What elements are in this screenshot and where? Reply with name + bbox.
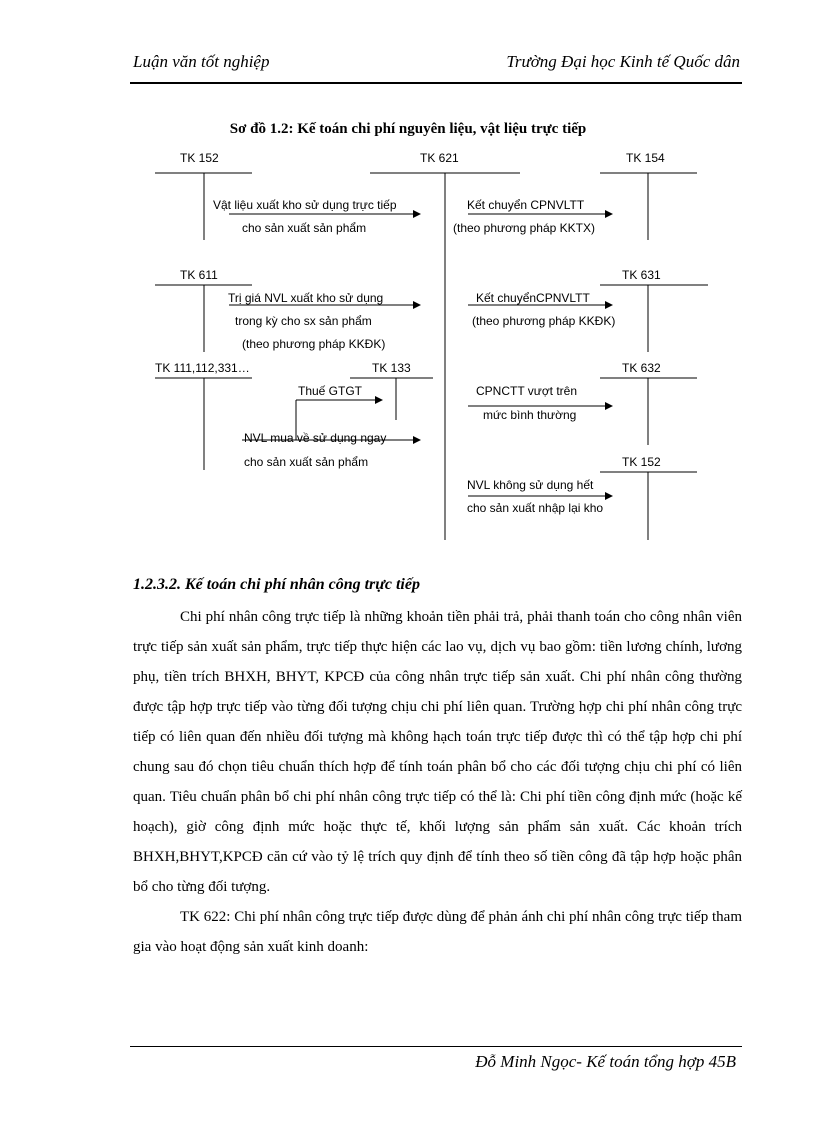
header-right: Trường Đại học Kinh tế Quốc dân xyxy=(506,52,740,71)
account-tk152-top: TK 152 xyxy=(180,151,219,165)
section-heading: 1.2.3.2. Kế toán chi phí nhân công trực tiếp xyxy=(133,576,420,593)
label-vl-line2: cho sản xuất sản phẩm xyxy=(242,221,367,235)
paragraph-1: Chi phí nhân công trực tiếp là những khoản tiền phải trả, phải thanh toán cho công nhân viên trực tiếp sản xuất sản phẩm, trực tiếp thực hiện các lao vụ, dịch vụ bao gồm: tiền lương chính, lương phụ, tiền trích BHXH, BHYT, KPCĐ của công nhân trực tiếp sản xuất. Chi phí nhân công thường được tập hợp trực tiếp vào từng đối tượng chịu chi phí liên quan. Trường hợp chi phí nhân công trực tiếp có liên quan đến nhiều đối tượng mà không hạch toán trực tiếp được thì có thể tập hợp chi phí chung sau đó chọn tiêu chuẩn thích hợp để tính toán phân bổ cho các đối tượng chịu chi phí có liên quan. Tiêu chuẩn phân bổ chi phí nhân công trực tiếp có thể là: Chi phí tiền công định mức (hoặc kế hoạch), giờ công định mức hoặc thực tế, khối lượng sản phẩm sản xuất. Các khoản trích BHXH,BHYT,KPCĐ căn cứ vào tỷ lệ trích quy định để tính theo số tiền công đã tập hợp hoặc phân bổ cho từng đối tượng. xyxy=(133,609,742,895)
account-tk154: TK 154 xyxy=(626,151,665,165)
label-kc-kkdk-line1: Kết chuyểnCPNVLTT xyxy=(476,291,590,305)
account-tk632: TK 632 xyxy=(622,361,661,375)
label-kc-kkdk-line2: (theo phương pháp KKĐK) xyxy=(472,314,616,328)
paragraph-2: TK 622: Chi phí nhân công trực tiếp được dùng để phản ánh chi phí nhân công trực tiếp tham gia vào hoạt động sản xuất kinh doanh: xyxy=(133,909,742,955)
diagram-lines xyxy=(0,0,816,560)
label-vuot-line2: mức bình thường xyxy=(483,408,577,422)
label-khong-line2: cho sản xuất nhập lại kho xyxy=(467,501,604,515)
label-vl-line1: Vật liệu xuất kho sử dụng trực tiếp xyxy=(213,198,397,212)
label-nvl-mua-line2: cho sản xuất sản phẩm xyxy=(244,455,369,469)
account-tk111: TK 111,112,331… xyxy=(155,361,250,375)
label-tg-line3: (theo phương pháp KKĐK) xyxy=(242,337,386,351)
label-tg-line2: trong kỳ cho sx sản phẩm xyxy=(235,314,372,328)
header-left: Luận văn tốt nghiệp xyxy=(133,52,270,71)
account-tk631: TK 631 xyxy=(622,268,661,282)
diagram-title: Sơ đồ 1.2: Kế toán chi phí nguyên liệu, vật liệu trực tiếp xyxy=(229,121,587,137)
label-tg-line1: Trị giá NVL xuất kho sử dụng xyxy=(228,291,384,305)
label-thue: Thuế GTGT xyxy=(298,384,363,398)
account-tk621: TK 621 xyxy=(420,151,459,165)
label-nvl-mua-line1: NVL mua về sử dụng ngay xyxy=(244,431,387,445)
footer-author: Đỗ Minh Ngọc- Kế toán tổng hợp 45B xyxy=(475,1052,736,1071)
account-tk152-bottom: TK 152 xyxy=(622,455,661,469)
label-khong-line1: NVL không sử dụng hết xyxy=(467,478,594,492)
label-kc-kktx-line1: Kết chuyển CPNVLTT xyxy=(467,198,585,212)
account-tk133: TK 133 xyxy=(372,361,411,375)
label-vuot-line1: CPNCTT vượt trên xyxy=(476,384,578,398)
account-tk611: TK 611 xyxy=(180,268,218,282)
footer-rule xyxy=(130,1046,742,1047)
body-text xyxy=(133,602,742,962)
label-kc-kktx-line2: (theo phương pháp KKTX) xyxy=(453,221,595,235)
